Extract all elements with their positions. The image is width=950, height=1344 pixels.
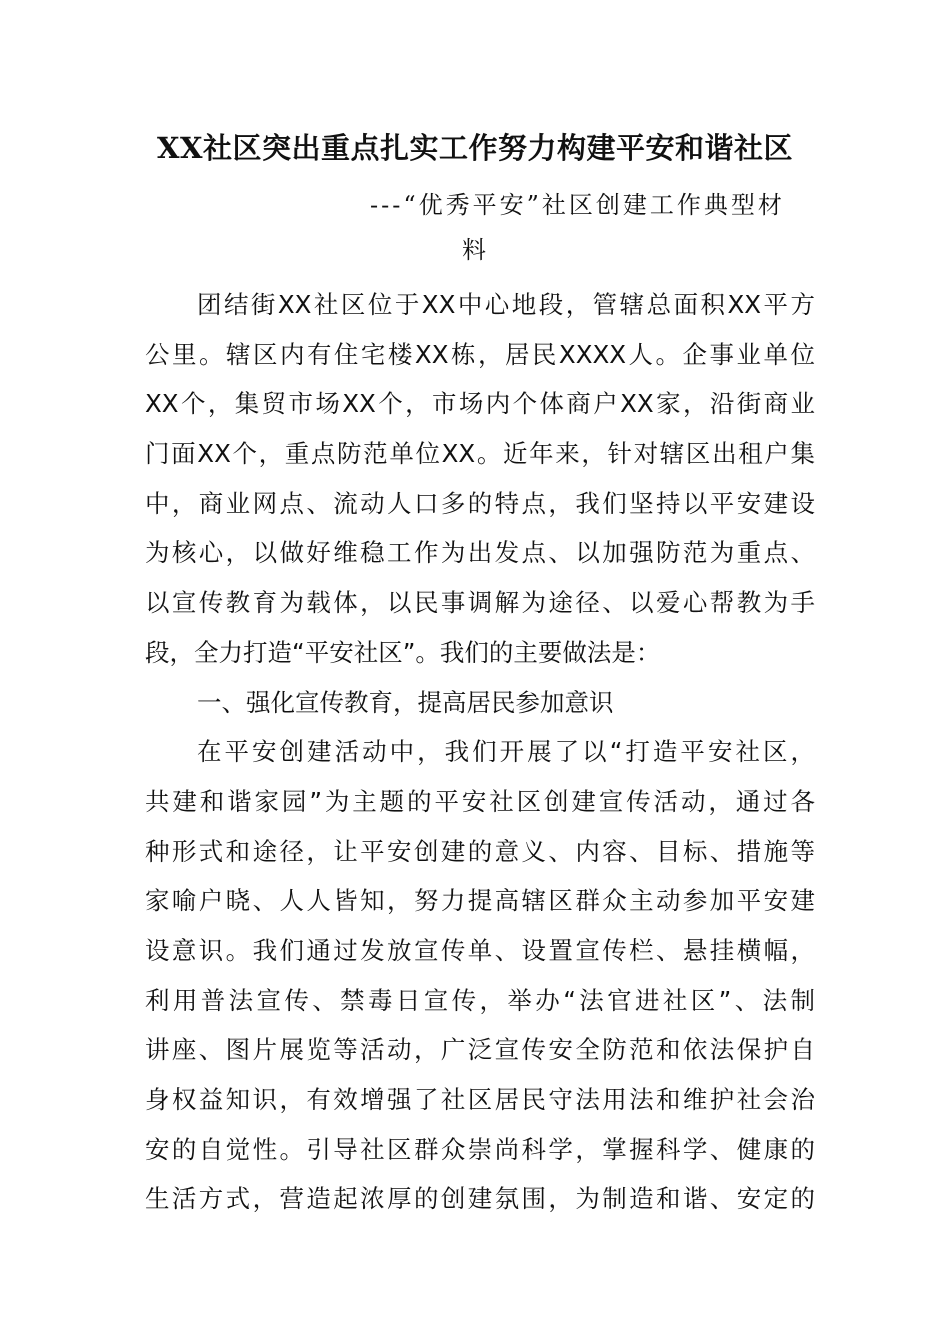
paragraph-line: 以宣传教育为载体，以民事调解为途径、以爱心帮教为手 xyxy=(145,588,815,618)
paragraph-line: 共建和谐家园”为主题的平安社区创建宣传活动，通过各 xyxy=(145,786,815,816)
paragraph-line: 安的自觉性。引导社区群众崇尚科学，掌握科学、健康的 xyxy=(145,1134,815,1164)
paragraph-line: 门面XX个，重点防范单位XX。近年来，针对辖区出租户集 xyxy=(145,439,815,469)
document-subtitle-continued: 料 xyxy=(462,236,486,264)
section-heading: 一、强化宣传教育，提高居民参加意识 xyxy=(197,687,614,717)
paragraph-line: 为核心，以做好维稳工作为出发点、以加强防范为重点、 xyxy=(145,538,815,568)
document-subtitle: ---“优秀平安”社区创建工作典型材 xyxy=(370,191,785,219)
paragraph-line: 在平安创建活动中，我们开展了以“打造平安社区， xyxy=(197,737,815,767)
paragraph-line: 身权益知识，有效增强了社区居民守法用法和维护社会治 xyxy=(145,1085,815,1114)
paragraph-line: XX个，集贸市场XX个，市场内个体商户XX家，沿街商业 xyxy=(145,389,815,419)
paragraph-line: 设意识。我们通过发放宣传单、设置宣传栏、悬挂横幅， xyxy=(145,935,815,965)
paragraph-line: 家喻户晓、人人皆知，努力提高辖区群众主动参加平安建 xyxy=(145,886,815,916)
paragraph-line: 种形式和途径，让平安创建的意义、内容、目标、措施等 xyxy=(145,836,815,866)
paragraph-line: 利用普法宣传、禁毒日宣传，举办“法官进社区”、法制 xyxy=(145,985,815,1015)
paragraph-line: 团结街XX社区位于XX中心地段，管辖总面积XX平方 xyxy=(197,290,815,319)
paragraph-line: 讲座、图片展览等活动，广泛宣传安全防范和依法保护自 xyxy=(145,1035,815,1065)
document-body xyxy=(145,280,815,1224)
paragraph-line: 生活方式，营造起浓厚的创建氛围，为制造和谐、安定的 xyxy=(145,1184,815,1214)
paragraph-line: 段，全力打造“平安社区”。我们的主要做法是： xyxy=(145,637,661,667)
document-title: XX社区突出重点扎实工作努力构建平安和谐社区 xyxy=(156,131,793,165)
paragraph-line: 公里。辖区内有住宅楼XX栋，居民XXXX人。企事业单位 xyxy=(145,339,815,369)
paragraph-line: 中，商业网点、流动人口多的特点，我们坚持以平安建设 xyxy=(145,488,815,518)
